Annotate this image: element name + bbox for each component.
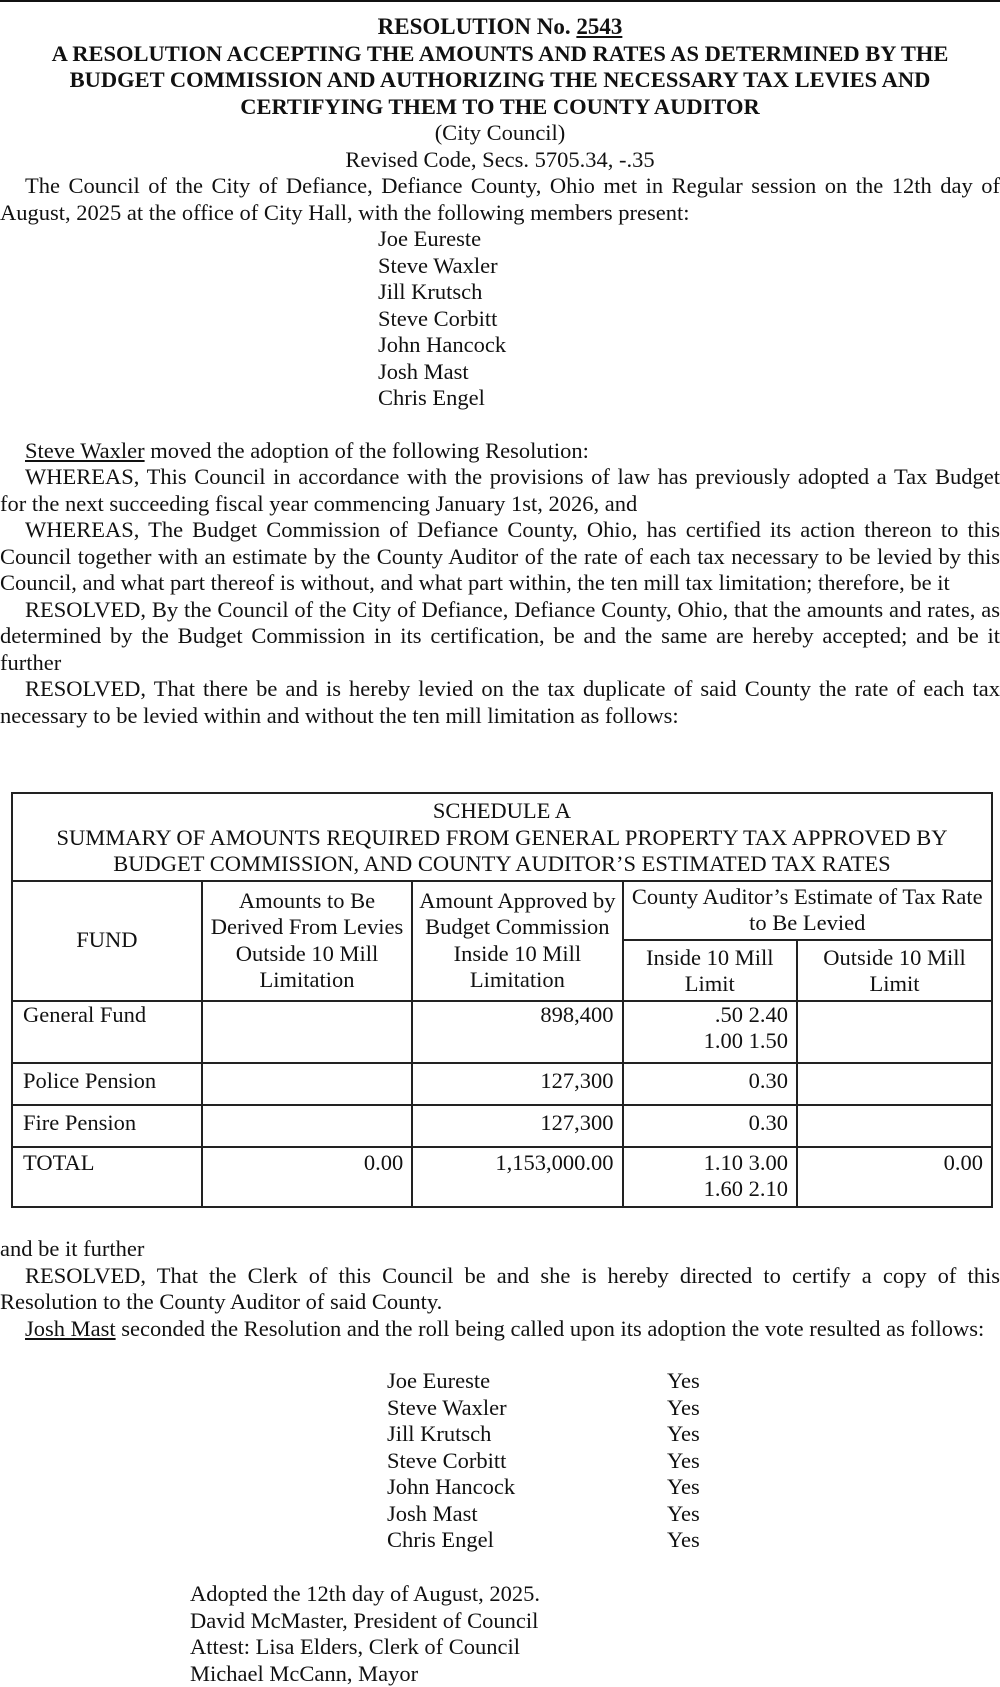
fund-column-header: FUND: [12, 881, 202, 1001]
outside-amount-cell: [202, 1105, 412, 1147]
inside-rate-cell: [623, 1001, 797, 1063]
voter-name: John Hancock: [387, 1474, 667, 1501]
inside-limit-header: Inside 10 Mill Limit: [623, 940, 797, 1001]
motion-line: [0, 438, 1000, 465]
voter-name: Chris Engel: [387, 1527, 667, 1554]
inside-amount-cell: 898,400: [412, 1001, 622, 1063]
outside-amount-cell: [202, 1001, 412, 1063]
signature-block: [190, 1581, 540, 1687]
title-prefix: RESOLUTION No.: [378, 14, 571, 39]
voter-name: Steve Waxler: [387, 1395, 667, 1422]
resolution-number: 2543: [576, 14, 622, 39]
rate-line: 1.10 3.00: [630, 1150, 788, 1177]
auditor-estimate-header: County Auditor’s Estimate of Tax Rate to Be Levied: [623, 881, 992, 940]
resolved-paragraph-2: RESOLVED, That there be and is hereby levied on the tax duplicate of said County the rate of each tax necessary to be levied within and without the ten mill limitation as follows:: [0, 676, 1000, 729]
table-row: [12, 1105, 992, 1147]
intro-paragraph: The Council of the City of Defiance, Defiance County, Ohio met in Regular session on the 12th day of August, 2025 at the office of City Hall, with the following members present:: [0, 173, 1000, 226]
vote-row: [387, 1368, 700, 1395]
fund-cell: Police Pension: [12, 1063, 202, 1105]
fund-cell: General Fund: [12, 1001, 202, 1063]
inside-rate-cell: 0.30: [623, 1063, 797, 1105]
outside-rate-cell: 0.00: [797, 1147, 992, 1207]
schedule-subtitle: SUMMARY OF AMOUNTS REQUIRED FROM GENERAL PROPERTY TAX APPROVED BY BUDGET COMMISSION, AND COUNTY AUDITOR’S ESTIMATED TAX RATES: [19, 825, 985, 878]
vote-value: Yes: [667, 1395, 700, 1422]
inside-amount-column-header: Amount Approved by Budget Commission Inside 10 Mill Limitation: [412, 881, 622, 1001]
outside-amount-cell: 0.00: [202, 1147, 412, 1207]
inside-rate-cell: [623, 1147, 797, 1207]
fund-cell: Fire Pension: [12, 1105, 202, 1147]
vote-value: Yes: [667, 1448, 700, 1475]
table-row: [12, 1001, 992, 1063]
council-president: David McMaster, President of Council: [190, 1608, 540, 1635]
adopted-date: Adopted the 12th day of August, 2025.: [190, 1581, 540, 1608]
motion-text: moved the adoption of the following Resolution:: [145, 438, 589, 463]
schedule-title: SCHEDULE A: [19, 798, 985, 825]
inside-amount-cell: 127,300: [412, 1105, 622, 1147]
table-row: [12, 1063, 992, 1105]
body-name: (City Council): [0, 120, 1000, 147]
mover-name: Steve Waxler: [25, 438, 145, 463]
inside-amount-cell: 127,300: [412, 1063, 622, 1105]
outside-amount-column-header: Amounts to Be Derived From Levies Outside 10 Mill Limitation: [202, 881, 412, 1001]
resolution-title: [0, 14, 1000, 41]
member-name: John Hancock: [378, 332, 1000, 359]
member-name: Jill Krutsch: [378, 279, 1000, 306]
vote-row: [387, 1421, 700, 1448]
outside-rate-cell: [797, 1063, 992, 1105]
resolved-clerk-paragraph: RESOLVED, That the Clerk of this Council be and she is hereby directed to certify a copy of this Resolution to the County Auditor of said County.: [0, 1263, 1000, 1316]
rate-line: 1.60 2.10: [630, 1176, 788, 1203]
vote-value: Yes: [667, 1474, 700, 1501]
outside-limit-header: Outside 10 Mill Limit: [797, 940, 992, 1001]
seconder-name: Josh Mast: [25, 1316, 116, 1341]
vote-value: Yes: [667, 1527, 700, 1554]
vote-row: [387, 1527, 700, 1554]
outside-amount-cell: [202, 1063, 412, 1105]
whereas-paragraph-1: WHEREAS, This Council in accordance with the provisions of law has previously adopted a Tax Budget for the next succeeding fiscal year commencing January 1st, 2026, and: [0, 464, 1000, 517]
mayor: Michael McCann, Mayor: [190, 1661, 540, 1687]
vote-row: [387, 1474, 700, 1501]
code-reference: Revised Code, Secs. 5705.34, -.35: [0, 147, 1000, 174]
resolution-document: [0, 14, 1000, 729]
resolved-paragraph-1: RESOLVED, By the Council of the City of Defiance, Defiance County, Ohio, that the amounts and rates, as determined by the Budget Commission in its certification, be and the same are hereby accepted; and be it further: [0, 597, 1000, 677]
fund-cell: TOTAL: [12, 1147, 202, 1207]
member-name: Steve Waxler: [378, 253, 1000, 280]
second-line: [0, 1316, 1000, 1343]
table-row: [12, 1147, 992, 1207]
closing-section: [0, 1236, 1000, 1342]
council-clerk: Attest: Lisa Elders, Clerk of Council: [190, 1634, 540, 1661]
rate-line: 1.00 1.50: [630, 1028, 788, 1055]
vote-value: Yes: [667, 1501, 700, 1528]
member-name: Chris Engel: [378, 385, 1000, 412]
member-name: Josh Mast: [378, 359, 1000, 386]
roll-call-vote: [387, 1368, 700, 1554]
member-name: Joe Eureste: [378, 226, 1000, 253]
voter-name: Jill Krutsch: [387, 1421, 667, 1448]
member-name: Steve Corbitt: [378, 306, 1000, 333]
voter-name: Joe Eureste: [387, 1368, 667, 1395]
rate-line: .50 2.40: [630, 1002, 788, 1029]
and-be-it-further: and be it further: [0, 1236, 1000, 1263]
top-rule: [0, 0, 1000, 2]
whereas-paragraph-2: WHEREAS, The Budget Commission of Defiance County, Ohio, has certified its action thereon to this Council together with an estimate by the County Auditor of the rate of each tax necessary to be levied by this Council, and what part thereof is without, and what part within, the ten mill tax limitation; therefore, be it: [0, 517, 1000, 597]
vote-row: [387, 1448, 700, 1475]
outside-rate-cell: [797, 1105, 992, 1147]
voter-name: Josh Mast: [387, 1501, 667, 1528]
vote-row: [387, 1395, 700, 1422]
second-text: seconded the Resolution and the roll being called upon its adoption the vote resulted as follows:: [116, 1316, 985, 1341]
schedule-header: [12, 793, 992, 881]
members-list: [378, 226, 1000, 412]
vote-row: [387, 1501, 700, 1528]
schedule-a-table: [11, 792, 993, 1208]
voter-name: Steve Corbitt: [387, 1448, 667, 1475]
inside-amount-cell: 1,153,000.00: [412, 1147, 622, 1207]
resolution-subtitle: A RESOLUTION ACCEPTING THE AMOUNTS AND RATES AS DETERMINED BY THE BUDGET COMMISSION AND AUTHORIZING THE NECESSARY TAX LEVIES AND CERTIFYING THEM TO THE COUNTY AUDITOR: [0, 41, 1000, 121]
inside-rate-cell: 0.30: [623, 1105, 797, 1147]
vote-value: Yes: [667, 1368, 700, 1395]
outside-rate-cell: [797, 1001, 992, 1063]
vote-value: Yes: [667, 1421, 700, 1448]
